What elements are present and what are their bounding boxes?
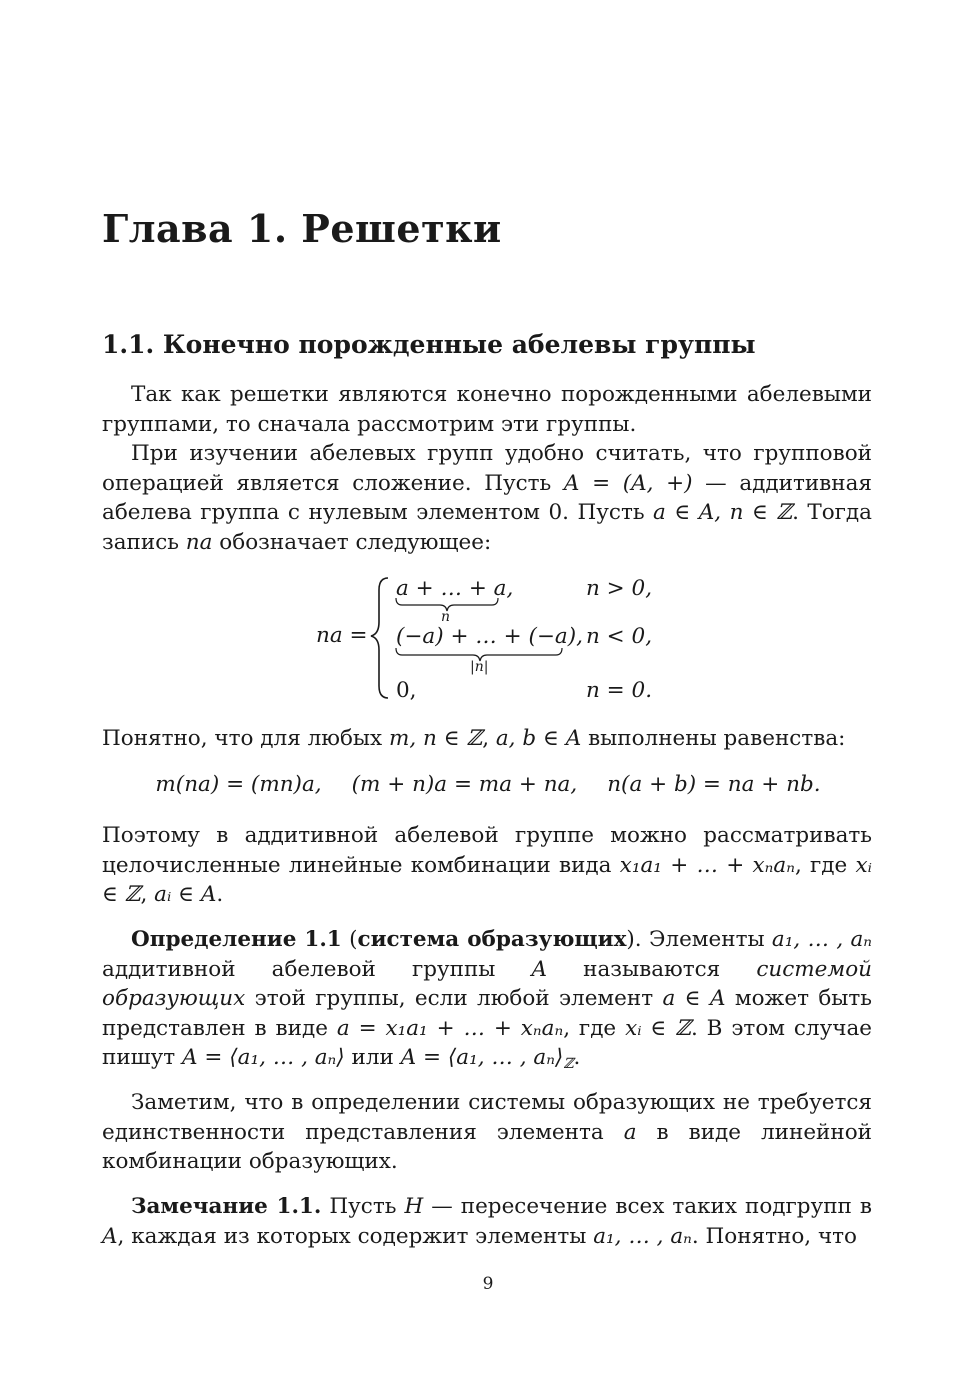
definition-1-1: Определение 1.1 (система образующих). Элементы a₁, … , aₙ аддитивной абелевой группы A называются системой образующих этой группы, если любой элемент a ∈ A может быть представлен в виде a = x₁a₁ + … + xₙaₙ, где xᵢ ∈ ℤ. В этом случае пишут A = ⟨a₁, … , aₙ⟩ или A = ⟨a₁, … , $a_n⟩_ℤ$. [102,927,872,1072]
cases-lhs: na = [316,623,368,648]
case-2-underbrace-label: |n| [470,659,489,675]
case-2-condition: n < 0, [586,624,653,649]
paragraph-linear-combinations: Поэтому в аддитивной абелевой группе можно рассматривать целочисленные линейные комбинации вида x₁a₁ + … + xₙaₙ, где xᵢ ∈ ℤ, aᵢ ∈ A. [102,823,872,907]
case-1-underbrace-label: n [441,609,451,625]
cases-formula [316,570,716,710]
math-inline: a₁, … , aₙ [771,927,872,952]
case-3-expression: 0, [396,678,417,703]
math-inline: a [623,1119,637,1145]
equalities-display [0,772,976,797]
left-brace [371,578,388,698]
math-inline: A = ⟨a₁, … , aₙ⟩ [182,1045,345,1070]
math-inline: H [404,1194,424,1219]
definition-name: система образующих [357,927,627,952]
math-inline: a = x₁a₁ + … + xₙaₙ [336,1015,564,1041]
math-inline: a, b ∈ A [495,726,582,751]
math-inline: aᵢ ∈ A [154,882,217,907]
math-inline: a ∈ A, n ∈ ℤ [653,500,793,525]
defined-term: системой образующих [102,956,872,1011]
paragraph-group-operation: При изучении абелевых групп удобно считать, что групповой операцией является сложение. Пусть A = (A, +) — аддитивная абелева группа с нулевым элементом 0. Пусть a ∈ A, n ∈ ℤ. Тогда запись na обозначает следующее: [102,441,872,555]
remark-label: Замечание 1.1. [131,1194,322,1219]
equality-1: m(na) = (mn)a, [155,772,322,797]
page-number: 9 [482,1274,494,1294]
math-inline: A [531,956,548,982]
math-inline: xᵢ ∈ ℤ [625,1015,691,1041]
math-inline: x₁a₁ + … + xₙaₙ [619,852,795,878]
equality-3: n(a + b) = na + nb. [607,772,821,797]
math-inline: xᵢ ∈ ℤ [102,852,872,907]
remark-1-1: Замечание 1.1. Пусть H — пересечение всех таких подгрупп в A, каждая из которых содержит элементы a₁, … , aₙ. Понятно, что [102,1194,872,1249]
equality-2: (m + n)a = ma + na, [351,772,578,797]
case-1-condition: n > 0, [586,576,653,601]
case-3-condition: n = 0. [586,678,653,703]
math-inline: a ∈ A [662,986,726,1011]
math-inline: A = (A, +) [563,470,693,496]
paragraph-intro: Так как решетки являются конечно порожденными абелевыми группами, то сначала рассмотрим эти группы. [102,382,872,437]
chapter-title: Глава 1. Решетки [102,206,502,251]
paragraph-remark-uniqueness: Заметим, что в определении системы образующих не требуется единственности представления элемента a в виде линейной комбинации образующих. [102,1090,872,1174]
section-title: 1.1. Конечно порожденные абелевы группы [102,330,756,359]
math-inline: na [185,529,213,555]
case-2-expression: (−a) + … + (−a), [396,624,583,649]
paragraph-equalities-intro: Понятно, что для любых m, n ∈ ℤ, a, b ∈ A выполнены равенства: [102,726,846,751]
math-inline: A = ⟨a₁, … , aₙ⟩ [400,1045,564,1070]
math-inline: A [102,1223,118,1249]
math-inline: a₁, … , aₙ [593,1223,692,1249]
case-1-expression: a + … + a, [396,576,514,601]
math-inline: m, n ∈ ℤ [389,726,483,751]
definition-label: Определение 1.1 [131,927,342,952]
